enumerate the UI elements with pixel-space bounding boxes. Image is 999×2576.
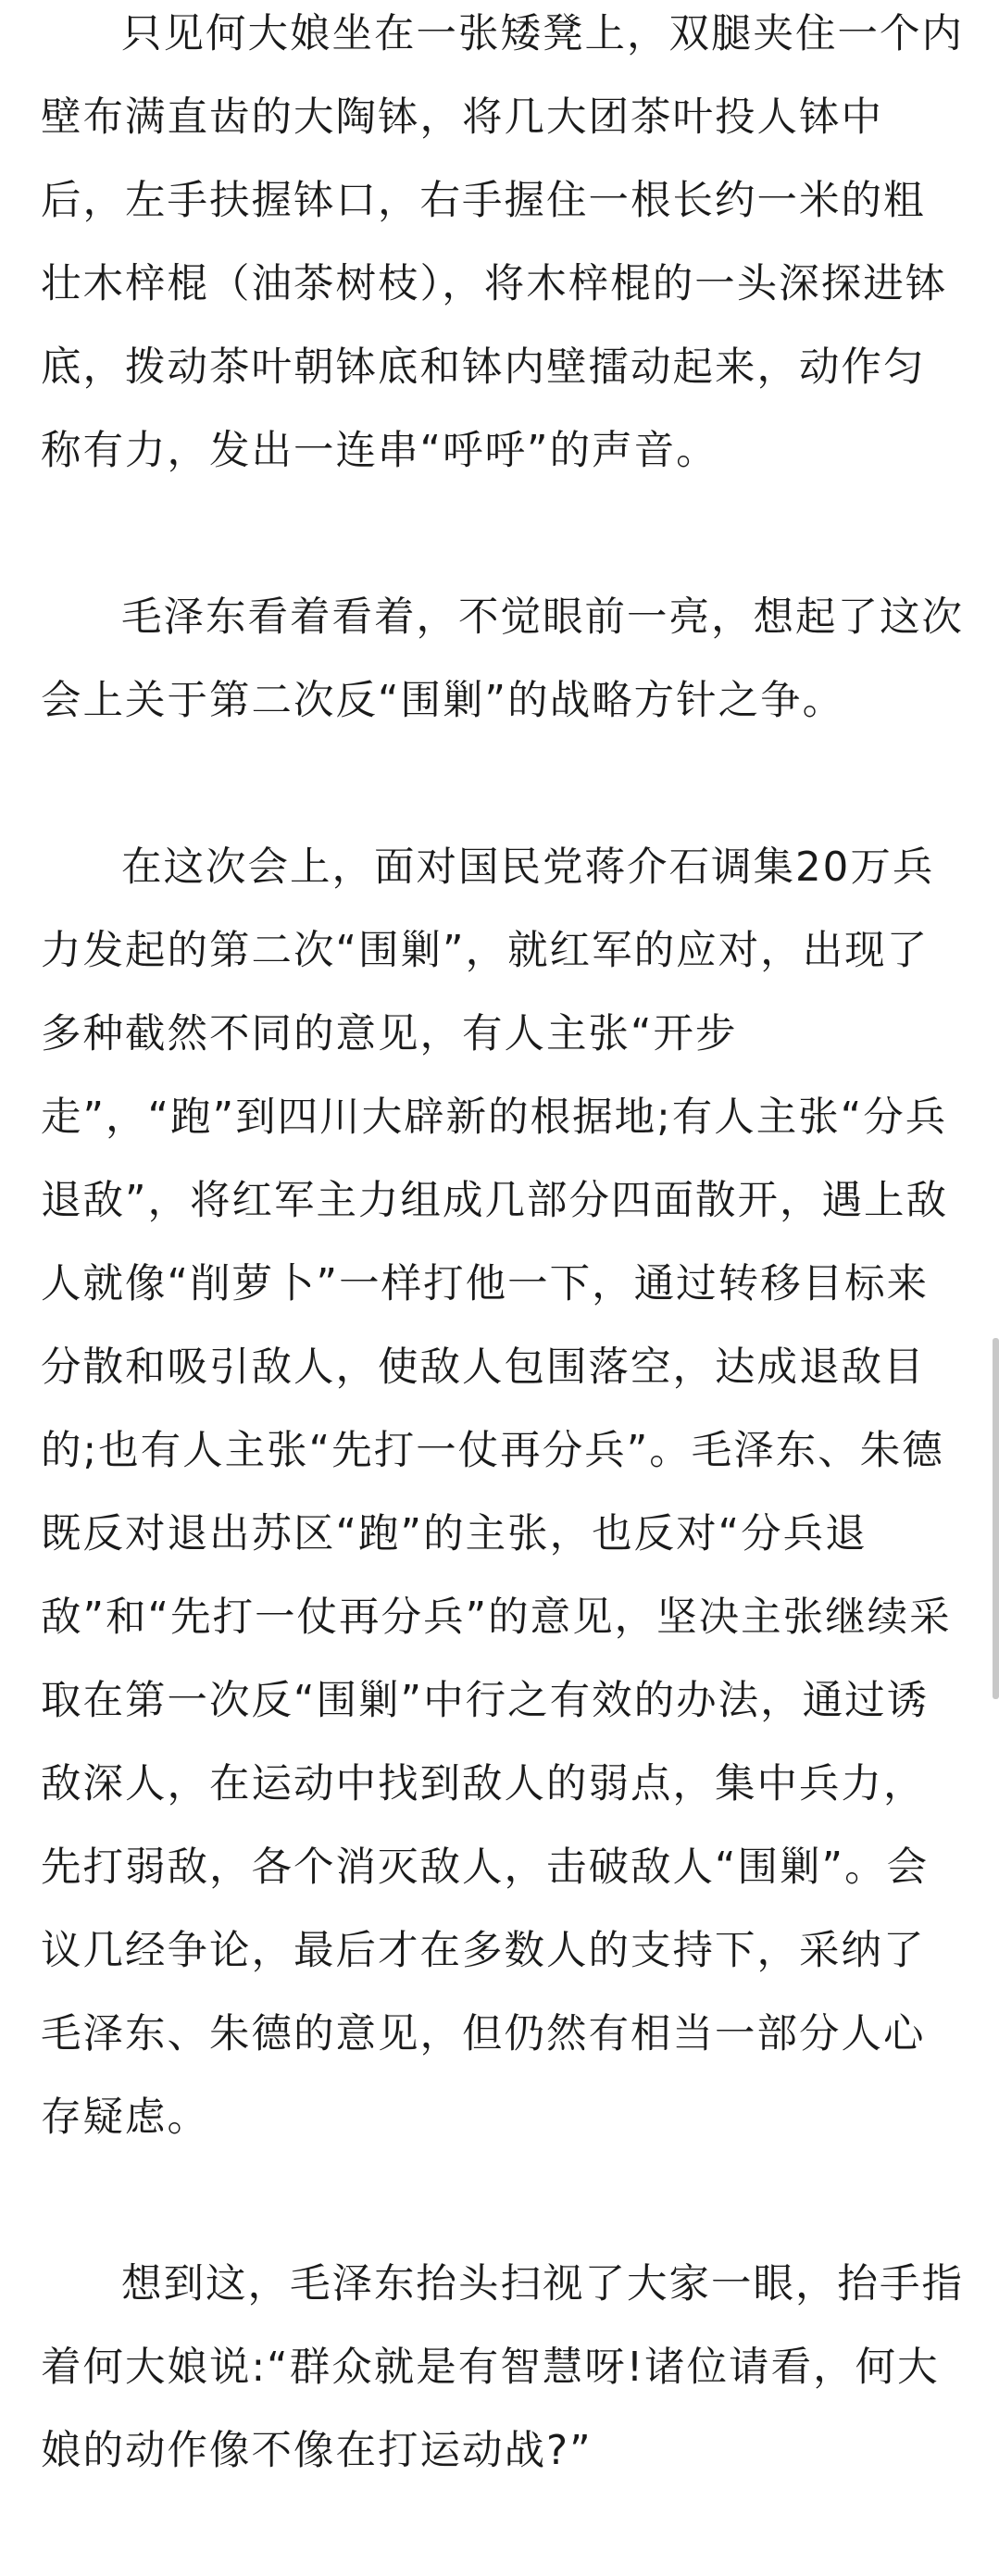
article-body — [41, 0, 967, 2576]
paragraph-strategy-debate: 在这次会上，面对国民党蒋介石调集20万兵力发起的第二次“围剿”，就红军的应对，出现了多种截然不同的意见，有人主张“开步走”，“跑”到四川大辟新的根据地;有人主张“分兵退敌”，将红军主力组成几部分四面散开，遇上敌人就像“削萝卜”一样打他一下，通过转移目标来分散和吸引敌人，使敌人包围落空，达成退敌目的;也有人主张“先打一仗再分兵”。毛泽东、朱德既反对退出苏区“跑”的主张，也反对“分兵退敌”和“先打一仗再分兵”的意见，坚决主张继续采取在第一次反“围剿”中行之有效的办法，通过诱敌深人，在运动中找到敌人的弱点，集中兵力，先打弱敌，各个消灭敌人，击破敌人“围剿”。会议几经争论，最后才在多数人的支持下，采纳了毛泽东、朱德的意见，但仍然有相当一部分人心存疑虑。 — [41, 844, 952, 2141]
paragraph-mao-points-to-he: 想到这，毛泽东抬头扫视了大家一眼，抬手指着何大娘说:“群众就是有智慧呀!诸位请看，何大娘的动作像不像在打运动战?” — [41, 2261, 964, 2474]
paragraph-mao-recalls-meeting: 毛泽东看着看着，不觉眼前一亮，想起了这次会上关于第二次反“围剿”的战略方针之争。 — [41, 594, 964, 724]
vertical-scrollbar-thumb[interactable] — [993, 1338, 999, 1699]
paragraph-tea-grinding: 只见何大娘坐在一张矮凳上，双腿夹住一个内壁布满直齿的大陶钵，将几大团茶叶投人钵中后，左手扶握钵口，右手握住一根长约一米的粗壮木梓棍（油茶树枝），将木梓棍的一头深探进钵底，拨动茶叶朝钵底和钵内壁擂动起来，动作匀称有力，发出一连串“呼呼”的声音。 — [41, 11, 964, 474]
